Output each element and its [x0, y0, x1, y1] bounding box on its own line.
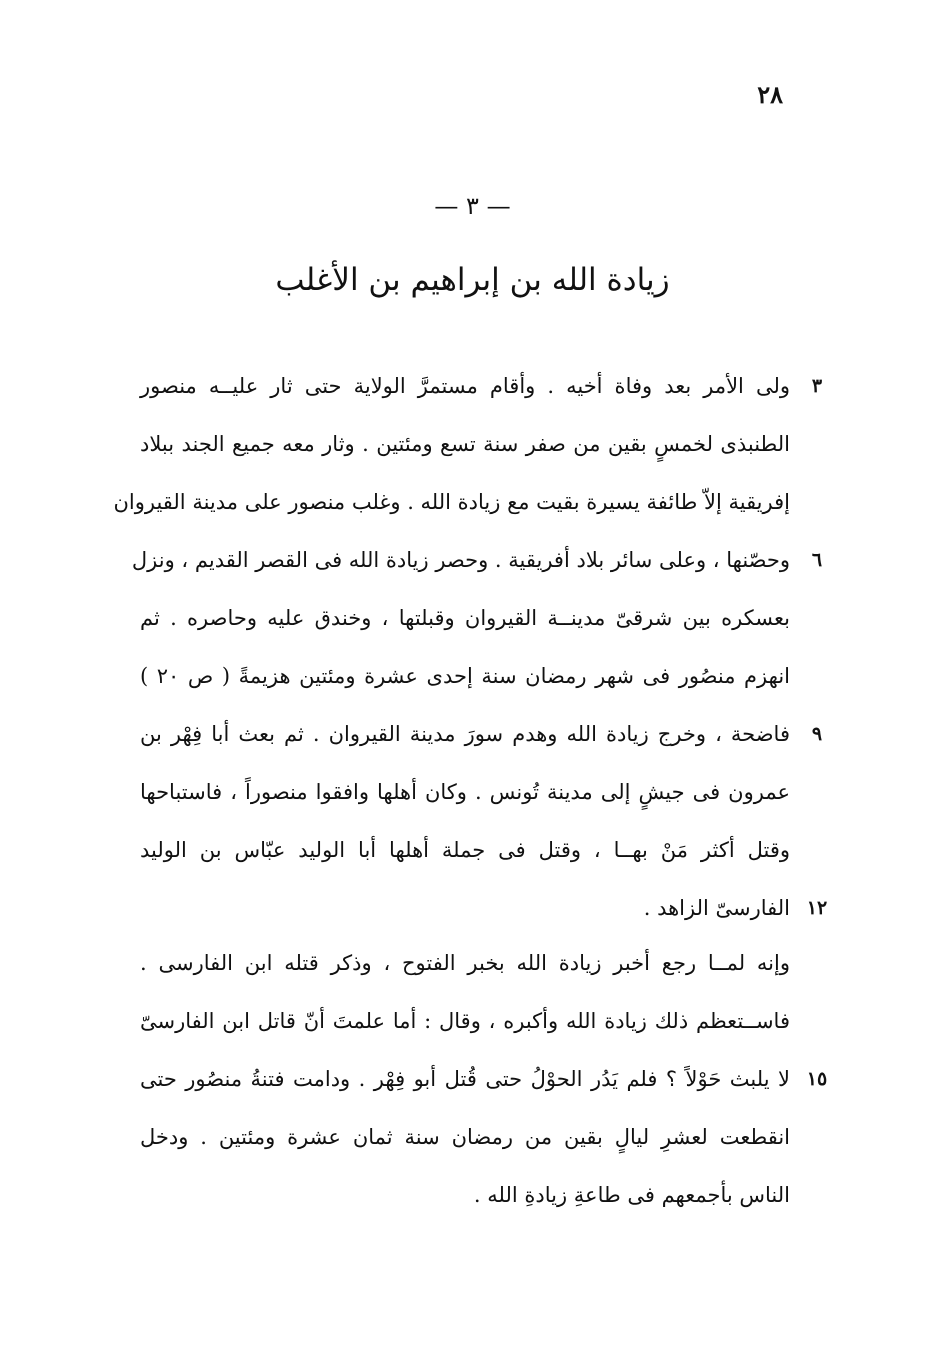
text-line: [140, 1108, 790, 1166]
line-text: وقتل أكثر مَنْ بهــا ، وقتل فى جملة أهلها أبا الوليد عبّاس بن الوليد: [140, 838, 790, 862]
paragraph-2: [140, 934, 828, 1224]
line-text: فاضحة ، وخرج زيادة الله وهدم سورَ مدينة القيروان . ثم بعث أبا فِهْر بن: [140, 722, 790, 746]
line-text: وحصّنها ، وعلى سائر بلاد أفريقية . وحصر زيادة الله فى القصر القديم ، ونزل: [131, 548, 790, 572]
text-line: [131, 531, 823, 589]
text-line: [140, 992, 790, 1050]
text-line: [140, 934, 790, 992]
line-number-marker: ٣: [811, 375, 823, 397]
chapter-title: زيادة الله بن إبراهيم بن الأغلب: [275, 262, 670, 298]
line-text: الناس بأجمعهم فى طاعةِ زيادةِ الله .: [473, 1183, 790, 1207]
text-line: [140, 589, 790, 647]
text-line: [140, 879, 828, 937]
line-number-marker: ١٥: [806, 1068, 828, 1090]
page-number: ٢٨: [757, 80, 783, 109]
line-text: فاســتعظم ذلك زيادة الله وأكبره ، وقال : أما علمتَ أنّ قاتل ابن الفارسىّ: [140, 1009, 790, 1033]
line-number-marker: ٦: [811, 549, 823, 571]
text-line: [113, 473, 790, 531]
line-text: انهزم منصُور فى شهر رمضان سنة إحدى عشرة ومئتين هزيمةً ( ص ٢٠ ): [140, 664, 791, 688]
text-line: [140, 647, 790, 705]
text-line: [140, 763, 790, 821]
line-text: بعسكره بين شرقىّ مدينــة القيروان وقبلتها ، وخندق عليه وحاصره . ثم: [140, 606, 790, 630]
line-text: انقطعت لعشرِ ليالٍ بقين من رمضان سنة ثمان عشرة ومئتين . ودخل: [140, 1125, 790, 1149]
text-line: [140, 1050, 828, 1108]
section-number: — ٣ —: [434, 192, 511, 220]
line-text: ولى الأمر بعد وفاة أخيه . وأقام مستمرَّ الولاية حتى ثار عليــه منصور: [140, 374, 790, 398]
line-text: الطنبذى لخمسٍ بقين من صفر سنة تسع ومئتين . وثار معه جميع الجند ببلاد: [140, 432, 790, 456]
line-number-marker: ١٢: [806, 897, 828, 919]
line-text: لا يلبث حَوْلاً ؟ فلم يَدُر الحوْلُ حتى قُتل أبو فِهْر . ودامت فتنةُ منصُور حتى: [140, 1067, 790, 1091]
paragraph-1: [113, 357, 828, 937]
line-text: عمرون فى جيشٍ إلى مدينة تُونس . وكان أهلها وافقوا منصوراً ، فاستباحها: [140, 780, 790, 804]
line-text: وإنه لمــا رجع أخبر زيادة الله بخبر الفتوح ، وذكر قتله ابن الفارسى .: [140, 951, 790, 975]
text-line: [140, 415, 790, 473]
text-line: [140, 1166, 790, 1224]
text-line: [140, 705, 823, 763]
line-text: إفريقية إلاّ طائفة يسيرة بقيت مع زيادة الله . وغلب منصور على مدينة القيروان: [113, 490, 790, 514]
line-text: الفارسىّ الزاهد .: [643, 896, 790, 920]
text-line: [140, 821, 790, 879]
line-number-marker: ٩: [811, 723, 823, 745]
text-line: [140, 357, 823, 415]
